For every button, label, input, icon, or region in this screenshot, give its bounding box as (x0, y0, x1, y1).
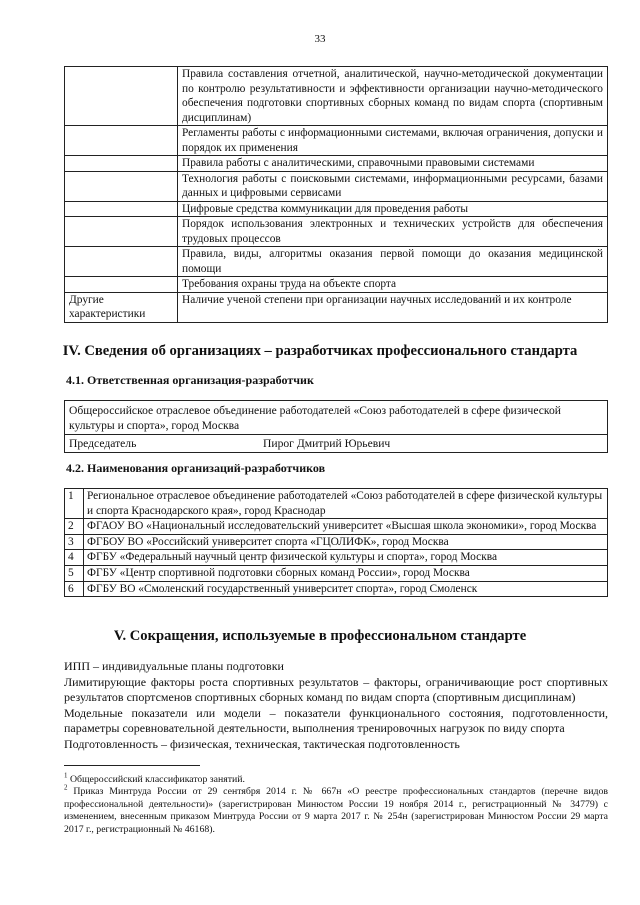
abbreviations-list (64, 659, 608, 752)
developer-row (65, 489, 608, 519)
footnote (64, 771, 608, 786)
knowledge-row (65, 247, 608, 277)
footnote-mark: 2 (64, 784, 68, 793)
row-text: Цифровые средства коммуникации для проведения работы (178, 201, 608, 217)
developer-name: ФГБОУ ВО «Российский университет спорта «ГЦОЛИФК», город Москва (84, 534, 608, 550)
section-v-title: V. Сокращения, используемые в профессиональном стандарте (113, 628, 527, 644)
knowledge-row (65, 126, 608, 156)
responsible-organization-box (64, 400, 608, 453)
knowledge-row (65, 67, 608, 126)
head-role: Председатель (69, 437, 137, 450)
developer-number: 3 (65, 534, 84, 550)
page-number: 33 (314, 33, 326, 45)
responsible-organization-name: Общероссийское отраслевое объединение работодателей «Союз работодателей в сфере физической культуры и спорта», город Москва (65, 401, 607, 435)
required-knowledge-table (64, 66, 608, 323)
footnote-separator (64, 765, 200, 766)
developer-name: ФГБУ «Федеральный научный центр физической культуры и спорта», город Москва (84, 550, 608, 566)
abbreviation-item: Лимитирующие факторы роста спортивных результатов – факторы, ограничивающие рост спортивных результатов спортсменов спортивных сборных команд по видам спорта (спортивным дисциплинам) (64, 674, 608, 704)
row-label (65, 156, 178, 172)
row-text: Технология работы с поисковыми системами, информационными ресурсами, базами данных и цифровыми сервисами (178, 171, 608, 201)
row-label (65, 67, 178, 126)
developer-name: ФГБУ ВО «Смоленский государственный университет спорта», город Смоленск (84, 581, 608, 597)
row-text: Правила составления отчетной, аналитической, научно-методической документации по контролю результативности и эффективности организации научно-методического обеспечения подготовки спортивных сборных команд по видам спорта (спортивным дисциплинам) (178, 67, 608, 126)
knowledge-row (65, 217, 608, 247)
footnotes (64, 771, 608, 836)
developer-row (65, 565, 608, 581)
footnote-text: Общероссийский классификатор занятий. (67, 774, 245, 785)
knowledge-row (65, 201, 608, 217)
footnote-mark: 1 (64, 771, 68, 780)
developer-row (65, 534, 608, 550)
organization-head-row (65, 435, 607, 452)
abbreviation-item: Модельные показатели или модели – показатели функционального состояния, подготовленности, параметры соревновательной деятельности, выполнения тренировочных нагрузок по виду спорта (64, 705, 608, 735)
developer-name: ФГАОУ ВО «Национальный исследовательский университет «Высшая школа экономики», город Москва (84, 519, 608, 535)
developer-name: ФГБУ «Центр спортивной подготовки сборных команд России», город Москва (84, 565, 608, 581)
row-text: Требования охраны труда на объекте спорта (178, 277, 608, 293)
abbreviation-item: Подготовленность – физическая, техническая, тактическая подготовленность (64, 736, 460, 751)
subsection-4-1-title: 4.1. Ответственная организация-разработчик (66, 373, 314, 387)
developer-number: 2 (65, 519, 84, 535)
row-label (65, 126, 178, 156)
developer-row (65, 519, 608, 535)
section-iv-title: IV. Сведения об организациях – разработчиках профессионального стандарта (62, 343, 578, 359)
row-label (65, 277, 178, 293)
row-label (65, 217, 178, 247)
row-text: Регламенты работы с информационными системами, включая ограничения, допуски и порядок их применения (178, 126, 608, 156)
footnote-text: Приказ Минтруда России от 29 сентября 2014 г. № 667н «О реестре профессиональных стандартов (перечне видов профессиональной деятельности)» (зарегистрирован Минюстом России 19 ноября 2014 г., регистрационный № 34779) с изменением, внесенным приказом Минтруда России от 9 марта 2017 г. № 254н (зарегистрирован Минюстом России 29 марта 2017 г., регистрационный № 46168). (64, 786, 608, 835)
row-label (65, 201, 178, 217)
row-text: Правила работы с аналитическими, справочными правовыми системами (178, 156, 608, 172)
row-text: Наличие ученой степени при организации научных исследований и их контроле (178, 292, 608, 322)
developer-row (65, 550, 608, 566)
abbreviation-item: ИПП – индивидуальные планы подготовки (64, 659, 284, 673)
row-label (65, 247, 178, 277)
footnote (64, 786, 608, 836)
developer-organizations-table (64, 488, 608, 597)
knowledge-row (65, 171, 608, 201)
row-label: Другие характеристики (65, 292, 178, 322)
row-text: Правила, виды, алгоритмы оказания первой помощи до оказания медицинской помощи (178, 247, 608, 277)
head-name: Пирог Дмитрий Юрьевич (263, 437, 391, 450)
knowledge-row (65, 292, 608, 322)
developer-number: 6 (65, 581, 84, 597)
subsection-4-2-title: 4.2. Наименования организаций-разработчиков (66, 461, 326, 475)
developer-number: 1 (65, 489, 84, 519)
developer-number: 5 (65, 565, 84, 581)
developer-number: 4 (65, 550, 84, 566)
knowledge-row (65, 277, 608, 293)
row-text: Порядок использования электронных и технических устройств для обеспечения трудовых процессов (178, 217, 608, 247)
developer-row (65, 581, 608, 597)
row-label (65, 171, 178, 201)
developer-name: Региональное отраслевое объединение работодателей «Союз работодателей в сфере физической культуры и спорта Краснодарского края», город Краснодар (84, 489, 608, 519)
knowledge-row (65, 156, 608, 172)
